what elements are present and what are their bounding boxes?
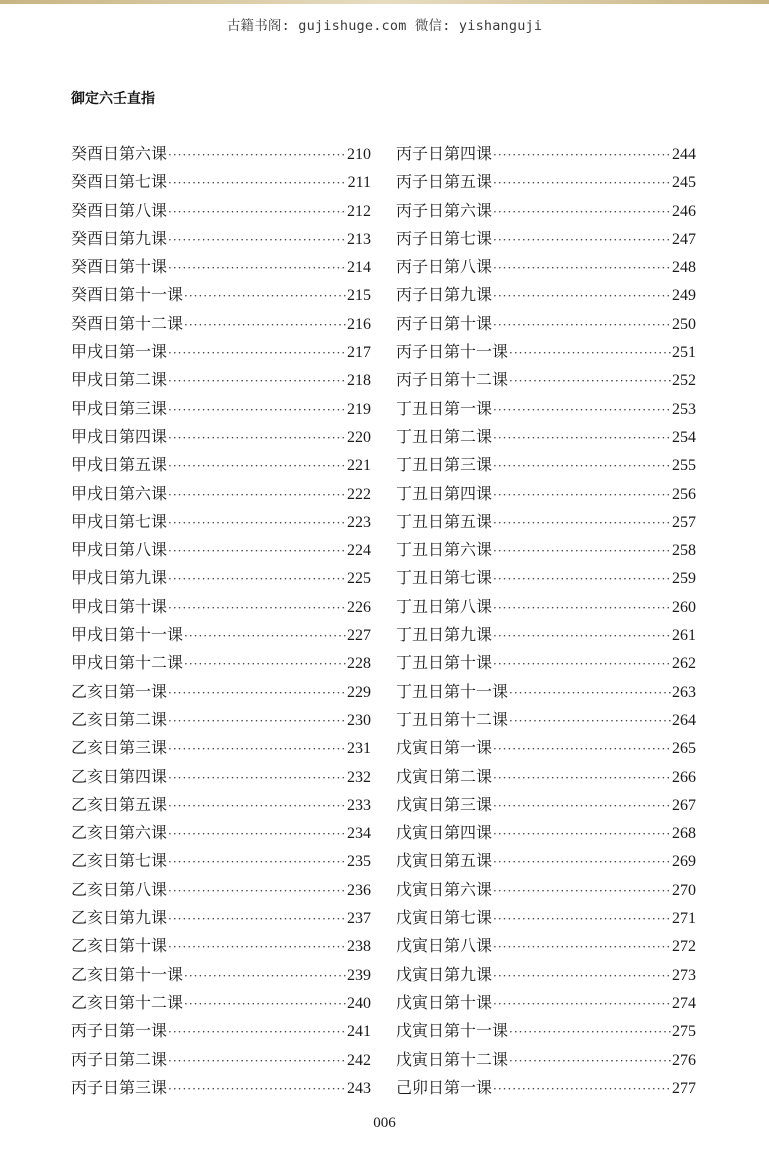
dot-leader (168, 339, 346, 367)
dot-leader (184, 650, 346, 678)
toc-entry-page: 236 (347, 881, 371, 899)
toc-entry-page: 219 (347, 400, 371, 418)
toc-entry-page: 223 (347, 513, 371, 531)
toc-entry-label: 戊寅日第三课 (396, 794, 493, 814)
toc-entry[interactable] (396, 961, 696, 989)
toc-entry[interactable] (71, 678, 371, 706)
toc-entry-label: 乙亥日第四课 (71, 766, 168, 786)
dot-leader (509, 1018, 671, 1046)
toc-entry-page: 276 (672, 1051, 696, 1069)
dot-leader (168, 169, 347, 197)
dot-leader (509, 679, 671, 707)
toc-entry-label: 丁丑日第四课 (396, 483, 493, 503)
toc-entry[interactable] (71, 140, 371, 168)
toc-entry-page: 252 (672, 372, 696, 390)
toc-entry[interactable] (396, 706, 696, 734)
toc-entry[interactable] (396, 423, 696, 451)
toc-entry-label: 甲戌日第九课 (71, 568, 168, 588)
toc-entry[interactable] (71, 310, 371, 338)
toc-entry[interactable] (71, 847, 371, 875)
dot-leader (168, 509, 346, 537)
toc-entry-page: 270 (672, 881, 696, 899)
toc-entry-page: 274 (672, 994, 696, 1012)
dot-leader (168, 452, 346, 480)
toc-entry[interactable] (396, 876, 696, 904)
toc-entry-label: 乙亥日第八课 (71, 879, 168, 899)
toc-entry[interactable] (396, 168, 696, 196)
toc-entry-label: 丙子日第十课 (396, 313, 493, 333)
toc-entry[interactable] (71, 395, 371, 423)
dot-leader (493, 396, 671, 424)
toc-entry-label: 戊寅日第二课 (396, 766, 493, 786)
dot-leader (168, 396, 346, 424)
toc-entry-page: 220 (347, 428, 371, 446)
dot-leader (168, 820, 346, 848)
dot-leader (509, 707, 671, 735)
dot-leader (184, 282, 346, 310)
toc-entry[interactable] (396, 1074, 696, 1102)
toc-entry-page: 269 (672, 853, 696, 871)
toc-entry-label: 戊寅日第九课 (396, 964, 493, 984)
toc-entry-label: 甲戌日第二课 (71, 370, 168, 390)
toc-entry[interactable] (396, 621, 696, 649)
toc-entry[interactable] (396, 932, 696, 960)
toc-entry[interactable] (71, 961, 371, 989)
dot-leader (168, 848, 346, 876)
toc-entry[interactable] (71, 593, 371, 621)
toc-entry-label: 丁丑日第五课 (396, 511, 493, 531)
toc-entry-page: 222 (347, 485, 371, 503)
dot-leader (168, 905, 346, 933)
toc-entry[interactable] (71, 536, 371, 564)
top-decorative-rule (0, 0, 769, 4)
dot-leader (168, 679, 346, 707)
toc-entry-page: 268 (672, 825, 696, 843)
dot-leader (493, 735, 671, 763)
toc-entry-label: 乙亥日第十二课 (71, 992, 184, 1012)
toc-entry-page: 210 (347, 146, 371, 163)
dot-leader (493, 169, 671, 197)
toc-entry-label: 丁丑日第六课 (396, 540, 493, 560)
book-title: 御定六壬直指 (71, 91, 155, 107)
toc-entry-label: 丁丑日第三课 (396, 455, 493, 475)
toc-entry-page: 225 (347, 570, 371, 588)
toc-entry-label: 丁丑日第九课 (396, 625, 493, 645)
toc-entry-page: 241 (347, 1023, 371, 1041)
dot-leader (493, 198, 671, 226)
toc-entry-page: 233 (347, 796, 371, 814)
toc-entry[interactable] (396, 904, 696, 932)
dot-leader (168, 594, 346, 622)
toc-column-left (71, 140, 371, 1102)
dot-leader (168, 367, 346, 395)
toc-entry-page: 259 (672, 570, 696, 588)
dot-leader (493, 792, 671, 820)
toc-entry-page: 255 (672, 457, 696, 475)
toc-entry-label: 戊寅日第一课 (396, 738, 493, 758)
dot-leader (168, 1075, 346, 1103)
toc-entry-label: 乙亥日第十一课 (71, 964, 184, 984)
toc-entry-page: 266 (672, 768, 696, 786)
toc-entry-page: 251 (672, 344, 696, 362)
toc-entry-label: 甲戌日第十课 (71, 596, 168, 616)
toc-entry-page: 218 (347, 372, 371, 390)
toc-entry[interactable] (396, 310, 696, 338)
toc-entry[interactable] (396, 395, 696, 423)
toc-entry-label: 丙子日第三课 (71, 1077, 168, 1097)
page-number: 006 (373, 1115, 396, 1131)
toc-entry-page: 227 (347, 627, 371, 645)
toc-entry-page: 224 (347, 542, 371, 560)
toc-entry[interactable] (396, 819, 696, 847)
toc-entry-label: 乙亥日第一课 (71, 681, 168, 701)
toc-entry-page: 250 (672, 315, 696, 333)
dot-leader (168, 792, 346, 820)
toc-entry-label: 乙亥日第三课 (71, 738, 168, 758)
dot-leader (493, 226, 671, 254)
dot-leader (168, 1047, 346, 1075)
toc-entry-page: 247 (672, 230, 696, 248)
toc-entry-page: 264 (672, 711, 696, 729)
dot-leader (168, 707, 346, 735)
toc-entry-page: 212 (347, 202, 371, 220)
toc-entry-page: 235 (347, 853, 371, 871)
toc-entry-page: 245 (672, 174, 696, 192)
toc-entry-label: 甲戌日第七课 (71, 511, 168, 531)
toc-entry[interactable] (396, 140, 696, 168)
toc-entry-label: 丙子日第五课 (396, 172, 493, 192)
toc-entry-label: 戊寅日第十课 (396, 992, 493, 1012)
toc-entry-label: 戊寅日第四课 (396, 823, 493, 843)
toc-entry[interactable] (71, 423, 371, 451)
dot-leader (493, 990, 671, 1018)
toc-entry-label: 乙亥日第七课 (71, 851, 168, 871)
toc-entry-page: 231 (347, 740, 371, 758)
dot-leader (493, 962, 671, 990)
toc-entry[interactable] (396, 338, 696, 366)
dot-leader (493, 424, 671, 452)
toc-entry-page: 246 (672, 202, 696, 220)
toc-entry-page: 237 (347, 910, 371, 928)
toc-entry[interactable] (396, 1046, 696, 1074)
toc-entry-page: 230 (347, 711, 371, 729)
toc-entry-page: 211 (347, 174, 371, 192)
toc-entry-label: 丙子日第一课 (71, 1021, 168, 1041)
dot-leader (493, 254, 671, 282)
toc-entry-label: 癸酉日第十一课 (71, 285, 184, 305)
toc-entry[interactable] (396, 564, 696, 592)
toc-entry-label: 甲戌日第八课 (71, 540, 168, 560)
toc-entry-page: 248 (672, 259, 696, 277)
toc-entry-page: 215 (347, 287, 371, 305)
toc-entry-label: 戊寅日第十二课 (396, 1049, 509, 1069)
dot-leader (493, 764, 671, 792)
dot-leader (493, 933, 671, 961)
toc-entry-label: 甲戌日第四课 (71, 426, 168, 446)
toc-entry[interactable] (396, 281, 696, 309)
toc-entry[interactable] (396, 734, 696, 762)
toc-entry-label: 丁丑日第十二课 (396, 709, 509, 729)
toc-entry[interactable] (396, 1017, 696, 1045)
dot-leader (493, 141, 671, 169)
dot-leader (184, 962, 346, 990)
dot-leader (493, 537, 671, 565)
dot-leader (168, 735, 346, 763)
toc-entry[interactable] (396, 253, 696, 281)
toc-entry-label: 戊寅日第十一课 (396, 1021, 509, 1041)
toc-entry-label: 甲戌日第三课 (71, 398, 168, 418)
toc-entry-page: 240 (347, 994, 371, 1012)
dot-leader (168, 565, 346, 593)
toc-entry[interactable] (396, 536, 696, 564)
toc-entry-page: 239 (347, 966, 371, 984)
toc-entry-label: 丁丑日第一课 (396, 398, 493, 418)
dot-leader (493, 481, 671, 509)
toc-entry[interactable] (71, 819, 371, 847)
dot-leader (509, 339, 671, 367)
toc-entry-label: 乙亥日第五课 (71, 794, 168, 814)
toc-entry[interactable] (71, 763, 371, 791)
toc-entry-label: 乙亥日第二课 (71, 709, 168, 729)
toc-entry-label: 甲戌日第六课 (71, 483, 168, 503)
toc-entry-page: 267 (672, 796, 696, 814)
toc-entry-page: 262 (672, 655, 696, 673)
toc-entry-page: 261 (672, 627, 696, 645)
toc-entry-page: 271 (672, 910, 696, 928)
toc-entry[interactable] (396, 678, 696, 706)
toc-entry-page: 243 (347, 1079, 371, 1097)
toc-entry-page: 232 (347, 768, 371, 786)
toc-entry-label: 癸酉日第十课 (71, 257, 168, 277)
toc-column-right (396, 140, 696, 1102)
toc-entry[interactable] (71, 281, 371, 309)
toc-entry-page: 272 (672, 938, 696, 956)
toc-entry-label: 丁丑日第二课 (396, 426, 493, 446)
toc-entry-page: 277 (672, 1079, 696, 1097)
toc-entry-label: 戊寅日第七课 (396, 908, 493, 928)
toc-entry-page: 254 (672, 428, 696, 446)
dot-leader (493, 565, 671, 593)
toc-entry[interactable] (396, 649, 696, 677)
toc-entry-page: 256 (672, 485, 696, 503)
toc-entry-label: 癸酉日第七课 (71, 172, 168, 192)
toc-entry[interactable] (396, 197, 696, 225)
toc-entry-label: 戊寅日第六课 (396, 879, 493, 899)
toc-entry-label: 甲戌日第十一课 (71, 625, 184, 645)
toc-entry-page: 257 (672, 513, 696, 531)
dot-leader (168, 226, 346, 254)
toc-entry[interactable] (71, 876, 371, 904)
toc-entry-page: 221 (347, 457, 371, 475)
dot-leader (493, 452, 671, 480)
toc-entry-label: 丙子日第四课 (396, 144, 493, 163)
toc-entry-page: 217 (347, 344, 371, 362)
toc-entry[interactable] (396, 225, 696, 253)
dot-leader (168, 537, 346, 565)
toc-entry[interactable] (71, 621, 371, 649)
watermark-header: 古籍书阁: gujishuge.com 微信: yishanguji (226, 18, 543, 34)
toc-entry[interactable] (71, 1074, 371, 1102)
toc-entry-page: 242 (347, 1051, 371, 1069)
toc-entry-label: 甲戌日第十二课 (71, 653, 184, 673)
toc-entry-label: 丙子日第十二课 (396, 370, 509, 390)
dot-leader (168, 481, 346, 509)
dot-leader (184, 311, 346, 339)
dot-leader (168, 424, 346, 452)
toc-entry-label: 乙亥日第九课 (71, 908, 168, 928)
toc-entry-label: 乙亥日第六课 (71, 823, 168, 843)
toc-entry-label: 甲戌日第五课 (71, 455, 168, 475)
toc-entry-label: 戊寅日第八课 (396, 936, 493, 956)
toc-entry-page: 249 (672, 287, 696, 305)
toc-entry-label: 己卯日第一课 (396, 1077, 493, 1097)
toc-entry[interactable] (71, 734, 371, 762)
toc-entry-page: 275 (672, 1023, 696, 1041)
toc-entry[interactable] (71, 564, 371, 592)
dot-leader (168, 764, 346, 792)
dot-leader (493, 622, 671, 650)
toc-entry[interactable] (71, 225, 371, 253)
toc-entry-label: 甲戌日第一课 (71, 342, 168, 362)
dot-leader (168, 254, 346, 282)
toc-entry-page: 238 (347, 938, 371, 956)
toc-entry-label: 癸酉日第九课 (71, 228, 168, 248)
toc-entry[interactable] (71, 1017, 371, 1045)
toc-entry[interactable] (71, 451, 371, 479)
toc-entry[interactable] (71, 649, 371, 677)
toc-entry-label: 丁丑日第七课 (396, 568, 493, 588)
toc-entry-page: 214 (347, 259, 371, 277)
dot-leader (493, 905, 671, 933)
toc-entry-page: 226 (347, 598, 371, 616)
toc-entry-page: 253 (672, 400, 696, 418)
toc-entry-page: 244 (672, 146, 696, 163)
toc-entry[interactable] (71, 508, 371, 536)
toc-entry-label: 癸酉日第八课 (71, 200, 168, 220)
toc-entry-label: 癸酉日第十二课 (71, 313, 184, 333)
toc-entry[interactable] (71, 791, 371, 819)
dot-leader (168, 198, 346, 226)
toc-entry[interactable] (71, 480, 371, 508)
dot-leader (493, 820, 671, 848)
dot-leader (493, 594, 671, 622)
dot-leader (493, 311, 671, 339)
toc-entry-label: 戊寅日第五课 (396, 851, 493, 871)
toc-entry-label: 丙子日第八课 (396, 257, 493, 277)
toc-entry[interactable] (71, 706, 371, 734)
toc-entry[interactable] (396, 480, 696, 508)
toc-entry-page: 213 (347, 230, 371, 248)
toc-entry[interactable] (71, 1046, 371, 1074)
toc-entry-label: 乙亥日第十课 (71, 936, 168, 956)
toc-entry-label: 丙子日第六课 (396, 200, 493, 220)
toc-entry[interactable] (71, 904, 371, 932)
toc-entry-page: 216 (347, 315, 371, 333)
dot-leader (493, 877, 671, 905)
toc-entry-label: 丙子日第九课 (396, 285, 493, 305)
toc-entry-label: 丙子日第七课 (396, 228, 493, 248)
toc-entry[interactable] (396, 366, 696, 394)
toc-entry-page: 265 (672, 740, 696, 758)
toc-entry[interactable] (71, 253, 371, 281)
toc-entry-page: 260 (672, 598, 696, 616)
toc-entry[interactable] (396, 451, 696, 479)
dot-leader (493, 848, 671, 876)
toc-entry-label: 丁丑日第十课 (396, 653, 493, 673)
dot-leader (509, 1047, 671, 1075)
dot-leader (493, 509, 671, 537)
toc-entry-page: 234 (347, 825, 371, 843)
dot-leader (184, 990, 346, 1018)
dot-leader (493, 282, 671, 310)
toc-entry-label: 丁丑日第八课 (396, 596, 493, 616)
toc-entry[interactable] (71, 366, 371, 394)
toc-entry[interactable] (396, 508, 696, 536)
toc-entry-label: 丙子日第二课 (71, 1049, 168, 1069)
toc-entry[interactable] (396, 989, 696, 1017)
toc-entry-page: 258 (672, 542, 696, 560)
toc-entry-label: 癸酉日第六课 (71, 144, 168, 163)
dot-leader (184, 622, 346, 650)
dot-leader (493, 1075, 671, 1103)
toc-entry-page: 263 (672, 683, 696, 701)
toc-entry[interactable] (71, 338, 371, 366)
dot-leader (168, 933, 346, 961)
dot-leader (168, 141, 346, 169)
toc-entry[interactable] (71, 932, 371, 960)
toc-entry[interactable] (71, 989, 371, 1017)
toc-entry[interactable] (396, 791, 696, 819)
toc-entry-page: 229 (347, 683, 371, 701)
dot-leader (168, 1018, 346, 1046)
toc-entry-label: 丁丑日第十一课 (396, 681, 509, 701)
toc-entry[interactable] (71, 197, 371, 225)
toc-entry-page: 273 (672, 966, 696, 984)
dot-leader (493, 650, 671, 678)
toc-entry[interactable] (396, 593, 696, 621)
dot-leader (509, 367, 671, 395)
toc-entry[interactable] (396, 763, 696, 791)
toc-entry-label: 丙子日第十一课 (396, 342, 509, 362)
toc-entry[interactable] (71, 168, 371, 196)
toc-entry-page: 228 (347, 655, 371, 673)
toc-entry[interactable] (396, 847, 696, 875)
dot-leader (168, 877, 346, 905)
